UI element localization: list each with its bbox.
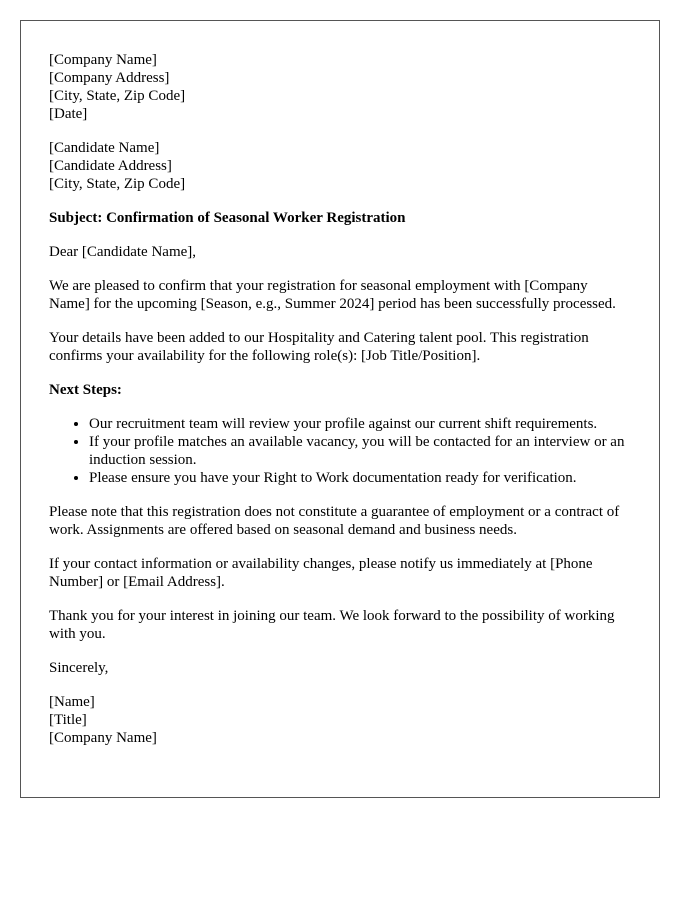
- body-paragraph-3-text: Please note that this registration does not constitute a guarantee of employment or a contract of work. Assignments are offered based on seasonal demand and business needs.: [49, 504, 620, 538]
- body-paragraph-1: [49, 277, 631, 313]
- closing-block: [49, 659, 631, 677]
- next-steps-item: • Please ensure you have your Right to Work documentation ready for verification.: [89, 469, 631, 487]
- next-steps-heading: Next Steps:: [49, 382, 122, 398]
- closing: Sincerely,: [49, 660, 109, 676]
- body-paragraph-5-text: Thank you for your interest in joining our team. We look forward to the possibility of working with you.: [49, 608, 615, 642]
- signature-name: [Name]: [49, 694, 95, 710]
- subject-line-block: [49, 209, 631, 227]
- signature-block: [49, 693, 631, 747]
- body-paragraph-2: [49, 329, 631, 365]
- body-paragraph-4-text: If your contact information or availability changes, please notify us immediately at [Phone Number] or [Email Address].: [49, 556, 593, 590]
- body-paragraph-3: [49, 503, 631, 539]
- salutation: Dear [Candidate Name],: [49, 244, 197, 260]
- body-paragraph-2-text: Your details have been added to our Hospitality and Catering talent pool. This registration confirms your availability for the following role(s): [Job Title/Position].: [49, 330, 589, 364]
- next-steps-item: • If your profile matches an available vacancy, you will be contacted for an interview or an induction session.: [89, 433, 631, 469]
- sender-city-state-zip: [City, State, Zip Code]: [49, 88, 186, 104]
- next-steps-item: • Our recruitment team will review your profile against our current shift requirements.: [89, 415, 631, 433]
- signature-company: [Company Name]: [49, 730, 157, 746]
- salutation-block: [49, 243, 631, 261]
- recipient-address: [Candidate Address]: [49, 158, 172, 174]
- sender-company-name: [Company Name]: [49, 52, 157, 68]
- next-steps-heading-block: [49, 381, 631, 399]
- sender-block: [49, 51, 631, 123]
- next-steps-list: [49, 415, 631, 487]
- signature-title: [Title]: [49, 712, 87, 728]
- subject-line: Subject: Confirmation of Seasonal Worker Registration: [49, 210, 406, 226]
- letter-page: [20, 20, 660, 798]
- body-paragraph-1-text: We are pleased to confirm that your registration for seasonal employment with [Company Name] for the upcoming [Season, e.g., Summer 2024] period has been successfully processed.: [49, 278, 616, 312]
- sender-company-address: [Company Address]: [49, 70, 170, 86]
- letter-date: [Date]: [49, 106, 88, 122]
- recipient-city-state-zip: [City, State, Zip Code]: [49, 176, 186, 192]
- body-paragraph-5: [49, 607, 631, 643]
- body-paragraph-4: [49, 555, 631, 591]
- recipient-block: [49, 139, 631, 193]
- recipient-name: [Candidate Name]: [49, 140, 160, 156]
